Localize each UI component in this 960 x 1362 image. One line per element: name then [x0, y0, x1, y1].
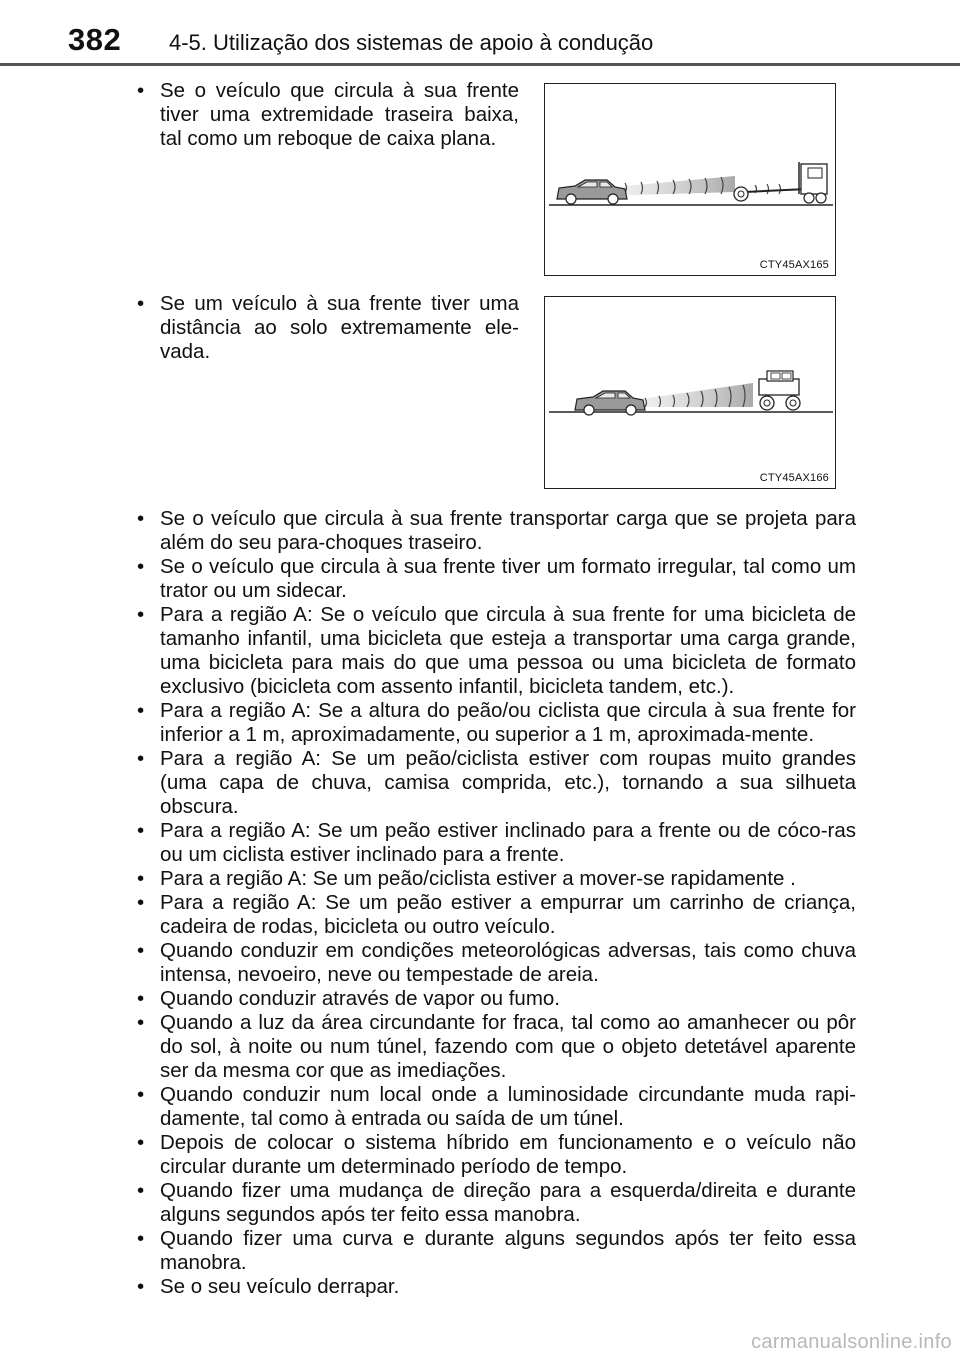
bullet-icon: •	[137, 79, 145, 102]
side-list-item	[135, 79, 519, 151]
list-item-text: Quando conduzir em condições meteorológicas adversas, tais como chuva intensa, nevoeiro, neve ou tempestade de areia.	[160, 939, 856, 986]
list-item-text: Quando fizer uma curva e durante alguns segundos após ter feito essa manobra.	[160, 1227, 856, 1274]
bullet-icon: •	[137, 699, 145, 722]
header-divider	[0, 63, 960, 66]
list-item-text: Depois de colocar o sistema híbrido em funcionamento e o veículo não circular durante um determinado período de tempo.	[160, 1131, 856, 1178]
list-item-text: Quando conduzir através de vapor ou fumo.	[160, 987, 560, 1010]
list-item	[135, 819, 856, 867]
figure-code: CTY45AX165	[759, 259, 829, 271]
list-item	[135, 507, 856, 555]
list-item-text: Para a região A: Se um peão estiver a empurrar um carrinho de criança, cadeira de rodas, bicicleta ou outro veículo.	[160, 891, 856, 938]
bullet-icon: •	[137, 507, 145, 530]
side-list-item-text: Se um veículo à sua frente tiver uma distância ao solo extremamente ele-vada.	[160, 292, 519, 363]
bullet-icon: •	[137, 867, 145, 890]
list-item	[135, 1179, 856, 1227]
list-item-text: Para a região A: Se o veículo que circula à sua frente for uma bicicleta de tamanho infantil, uma bicicleta que esteja a transportar uma carga grande, uma bicicleta para mais do que uma pessoa ou uma bicicleta de formato exclusivo (bicicleta com assento infantil, bicicleta tandem, etc.).	[160, 603, 856, 698]
bullet-icon: •	[137, 1227, 145, 1250]
list-item-text: Para a região A: Se um peão/ciclista estiver com roupas muito grandes (uma capa de chuva, camisa comprida, etc.), tornando a sua silhueta obscura.	[160, 747, 856, 818]
high-clearance-vehicle-icon	[759, 371, 800, 410]
bullet-icon: •	[137, 555, 145, 578]
list-item	[135, 1011, 856, 1083]
bullet-icon: •	[137, 939, 145, 962]
flatbed-trailer-icon	[734, 187, 807, 201]
list-item-text: Se o veículo que circula à sua frente transportar carga que se projeta para além do seu para-choques traseiro.	[160, 507, 856, 554]
bullet-icon: •	[137, 987, 145, 1010]
bullet-icon: •	[137, 1131, 145, 1154]
list-item	[135, 1131, 856, 1179]
list-item	[135, 603, 856, 699]
bullet-icon: •	[137, 292, 145, 315]
bullet-icon: •	[137, 891, 145, 914]
bullet-icon: •	[137, 1275, 145, 1298]
list-item	[135, 987, 856, 1011]
section-title: 4-5. Utilização dos sistemas de apoio à condução	[169, 30, 654, 55]
list-item	[135, 555, 856, 603]
bullet-icon: •	[137, 603, 145, 626]
list-item	[135, 699, 856, 747]
figure-high-clearance	[544, 296, 836, 489]
list-item-text: Para a região A: Se um peão/ciclista estiver a mover-se rapidamente .	[160, 867, 796, 890]
page-number: 382	[68, 22, 122, 57]
list-item-text: Quando a luz da área circundante for fraca, tal como ao amanhecer ou pôr do sol, à noite ou num túnel, fazendo com que o objeto detetável aparente ser da mesma cor que as imediações.	[160, 1011, 856, 1082]
low-trailer-illustration	[545, 84, 837, 277]
watermark: carmanualsonline.info	[751, 1331, 952, 1353]
list-item	[135, 1083, 856, 1131]
bullet-icon: •	[137, 1083, 145, 1106]
list-item-text: Para a região A: Se a altura do peão/ou ciclista que circula à sua frente for inferior a 1 m, aproximadamente, ou superior a 1 m, aproximada-mente.	[160, 699, 856, 746]
page-header	[0, 0, 960, 68]
list-item	[135, 1275, 856, 1299]
bullet-icon: •	[137, 747, 145, 770]
list-item-text: Se o seu veículo derrapar.	[160, 1275, 400, 1298]
truck-icon	[799, 162, 827, 203]
list-item-text: Quando fizer uma mudança de direção para a esquerda/direita e durante alguns segundos após ter feito essa manobra.	[160, 1179, 856, 1226]
list-item	[135, 1227, 856, 1275]
bullet-icon: •	[137, 1011, 145, 1034]
high-clearance-illustration	[545, 297, 837, 490]
list-item-text: Para a região A: Se um peão estiver inclinado para a frente ou de cóco-ras ou um ciclista estiver inclinado para a frente.	[160, 819, 856, 866]
list-item	[135, 867, 856, 891]
list-item-text: Se o veículo que circula à sua frente tiver um formato irregular, tal como um trator ou um sidecar.	[160, 555, 856, 602]
figure-low-trailer	[544, 83, 836, 276]
own-car-icon	[557, 180, 627, 204]
list-item	[135, 939, 856, 987]
list-item	[135, 747, 856, 819]
conditions-list	[135, 507, 856, 1299]
side-list-item	[135, 292, 519, 364]
side-list-item-text: Se o veículo que circula à sua frente tiver uma extremidade traseira baixa, tal como um reboque de caixa plana.	[160, 79, 519, 150]
list-item-text: Quando conduzir num local onde a luminosidade circundante muda rapi-damente, tal como à entrada ou saída de um túnel.	[160, 1083, 856, 1130]
list-item	[135, 891, 856, 939]
figure-code: CTY45AX166	[759, 472, 829, 484]
bullet-icon: •	[137, 1179, 145, 1202]
bullet-icon: •	[137, 819, 145, 842]
